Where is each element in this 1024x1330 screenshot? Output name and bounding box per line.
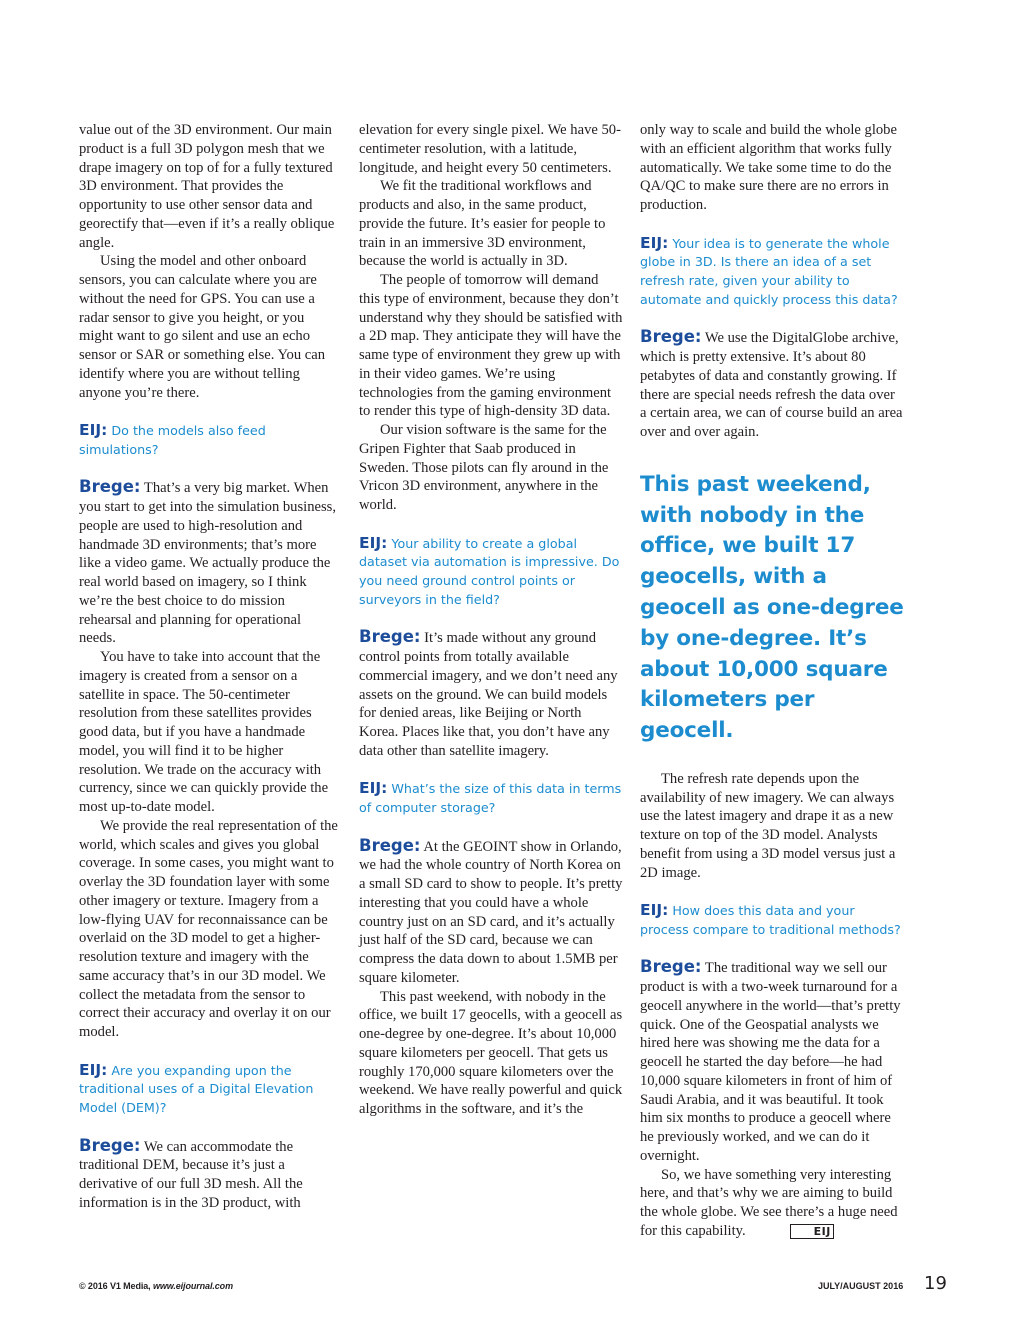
- footer-issue: JULY/AUGUST 2016: [818, 1281, 904, 1291]
- question-text: Your ability to create a global dataset via automation is impressive. Do you need ground control points or surveyors in the field?: [359, 535, 620, 607]
- paragraph: This past weekend, with nobody in the office, we built 17 geocells, with a geocell as one-degree by one-degree. It’s about 10,000 square kilometers per geocell. That gets us roughly 170,000 square kilometers over the weekend. We have really powerful and quick algorithms in the software, and it’s the: [359, 988, 623, 1117]
- question-text: Do the models also feed simulations?: [79, 423, 266, 457]
- paragraph: Our vision software is the same for the Gripen Fighter that Saab produced in Sweden. Those pilots can fly around in the Vricon 3D environment, anywhere in the world.: [359, 422, 609, 513]
- answer-text: We use the DigitalGlobe archive, which is pretty extensive. It’s about 80 petabytes of data and constantly growing. If there are special needs refresh the data over a certain area, we can of course build an area over and over again.: [640, 330, 903, 440]
- paragraph: We provide the real representation of the world, which scales and gives you global coverage. In some cases, you might want to overlay the 3D foundation layer with some other imagery or texture. Imagery from a low-flying UAV for reconnaissance can be overlaid on the 3D model to get a higher-resolution texture and imagery with the same accuracy that’s in our 3D model. We collect the metadata from the sensor to correct their accuracy and overlay it on our model.: [79, 817, 338, 1040]
- answer-text: It’s made without any ground control points from totally available commercial imagery, and we don’t need any assets on the ground. We can build models for denied areas, like Beijing or North Korea. Places like that, you don’t have any data other than satellite imagery.: [359, 630, 618, 759]
- pull-quote: This past weekend, with nobody in the office, we built 17 geocells, with a geocell as one-degree by one-degree. It’s about 10,000 square kilometers per geocell.: [640, 471, 904, 744]
- interview-question: [79, 1061, 341, 1118]
- paragraph: elevation for every single pixel. We have 50-centimeter resolution, with a latitude, longitude, and height every 50 centimeters.: [359, 122, 621, 176]
- answer-text: That’s a very big market. When you start to get into the simulation business, people are used to high-resolution and handmade 3D environments; that’s more like a video game. We actually produce the real world based on imagery, so I think we’re the best choice to do mission rehearsal and planning for operational needs.: [79, 480, 336, 647]
- interview-answer: [640, 958, 904, 1165]
- interviewee-label: Brege:: [640, 957, 702, 977]
- footer-copyright: [79, 1281, 233, 1291]
- paragraph: The refresh rate depends upon the availability of new imagery. We can always use the latest imagery and drape it as a new texture on top of the 3D model. Analysts benefit from using a 3D model versus just a 2D image.: [640, 770, 896, 881]
- interviewee-label: Brege:: [359, 627, 421, 647]
- website-link[interactable]: www.eijournal.com: [152, 1281, 233, 1291]
- paragraph: The people of tomorrow will demand this type of environment, because they don’t understand why they should be satisfied with a 2D map. They anticipate they will have the same type of environment they grew up with in their video games. We’re using technologies from the gaming environment to render this type of high-density 3D data.: [359, 272, 623, 420]
- interviewee-label: Brege:: [79, 477, 141, 497]
- interview-answer: [359, 837, 623, 988]
- answer-text: At the GEOINT show in Orlando, we had the whole country of North Korea on a small SD card to show to people. It’s pretty interesting that you could have a whole country just on an SD card, and it’s actually just half of the SD card, because we can compress the data down to about 1.5MB per square kilometer.: [359, 838, 623, 986]
- interviewee-label: Brege:: [640, 327, 702, 347]
- paragraph: only way to scale and build the whole globe with an efficient algorithm that works fully automatically. We take some time to do the QA/QC to make sure there are no errors in production.: [640, 122, 897, 213]
- page-number: 19: [924, 1273, 947, 1294]
- paragraph-text: So, we have something very interesting here, and that’s why we are aiming to build the whole globe. We see there’s a huge need for this capability.: [640, 1166, 898, 1239]
- column-2: [359, 121, 623, 1119]
- interviewee-label: Brege:: [79, 1135, 141, 1155]
- interview-question: [640, 901, 904, 940]
- interview-question: [359, 534, 623, 610]
- interviewer-label: EIJ:: [359, 779, 388, 798]
- interview-question: [359, 779, 623, 818]
- end-mark-logo: EIJ: [790, 1224, 834, 1239]
- interviewer-label: EIJ:: [640, 901, 669, 920]
- interview-answer: [79, 1137, 341, 1213]
- copyright-text: © 2016 V1 Media,: [79, 1281, 151, 1291]
- column-3: [640, 121, 904, 1241]
- answer-text: The traditional way we sell our product is with a two-week turnaround for a geocell anywhere in the world—that’s pretty quick. One of the Geospatial analysts we hired here was showing me the data for a geocell he started the day before—he had 10,000 square kilometers in front of him of Saudi Arabia, and it was beautiful. It took him six months to produce a geocell where he previously worked, and we can do it overnight.: [640, 960, 901, 1164]
- paragraph: Using the model and other onboard sensors, you can calculate where you are without the need for GPS. You can use a radar sensor to give you height, or you might want to go silent and use an echo sensor or SAR or something else. You can identify where you are without telling anyone you’re there.: [79, 253, 326, 401]
- paragraph: value out of the 3D environment. Our main product is a full 3D polygon mesh that we drape imagery on top of for a fully textured 3D environment. That provides the opportunity to use other sensor data and georectify that—even if it’s a really oblique angle.: [79, 122, 335, 251]
- interviewer-label: EIJ:: [79, 421, 108, 439]
- interviewer-label: EIJ:: [640, 233, 669, 252]
- interviewer-label: EIJ:: [359, 533, 388, 552]
- answer-text: We can accommodate the traditional DEM, because it’s just a derivative of our full 3D mesh. All the information is in the 3D product, with: [79, 1138, 303, 1211]
- question-text: How does this data and your process compare to traditional methods?: [640, 903, 901, 937]
- question-text: Your idea is to generate the whole globe in 3D. Is there an idea of a set refresh rate, given your ability to automate and quickly process this data?: [640, 235, 898, 307]
- question-text: Are you expanding upon the traditional uses of a Digital Elevation Model (DEM)?: [79, 1062, 314, 1115]
- paragraph: [640, 1166, 904, 1241]
- interview-question: [640, 234, 904, 310]
- interviewer-label: EIJ:: [79, 1060, 108, 1079]
- paragraph: You have to take into account that the imagery is created from a sensor on a satellite in space. The 50-centimeter resolution from these satellites provides good data, but if you have a handmade model, you will find it to be higher resolution. We trade on the accuracy with currency, since we can quickly provide the most up-to-date model.: [79, 649, 329, 815]
- paragraph: We fit the traditional workflows and products and also, in the same product, provide the future. It’s easier for people to train in an immersive 3D environment, because the world is actually in 3D.: [359, 178, 606, 270]
- question-text: What’s the size of this data in terms of computer storage?: [359, 781, 622, 815]
- interview-answer: [359, 628, 623, 760]
- interview-question: [79, 421, 341, 460]
- interview-answer: [640, 328, 904, 442]
- interview-answer: [79, 478, 341, 648]
- interviewee-label: Brege:: [359, 835, 421, 855]
- column-1: [79, 121, 341, 1213]
